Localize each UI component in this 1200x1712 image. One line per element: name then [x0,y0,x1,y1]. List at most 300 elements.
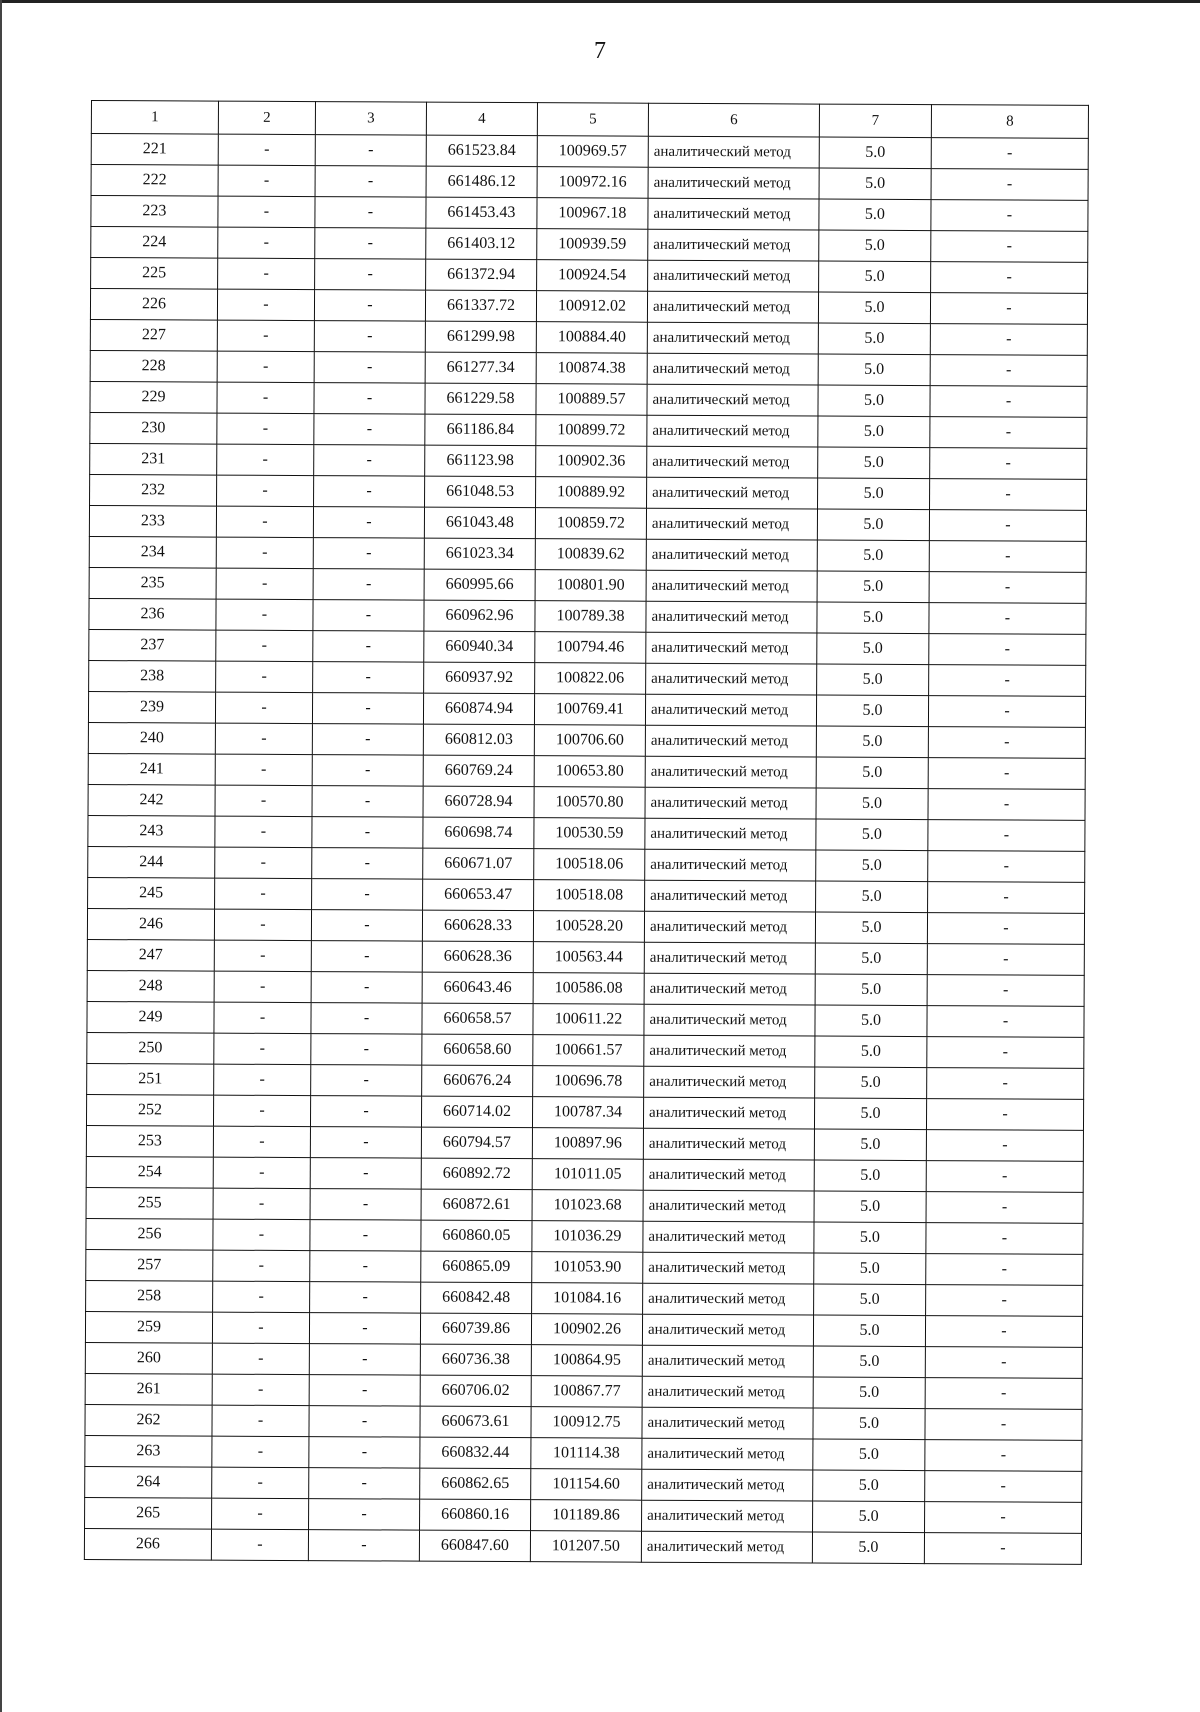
table-row [88,877,1085,913]
accuracy-cell: 5.0 [813,1377,925,1409]
y-coordinate-cell: 100518.06 [534,849,645,881]
col3-cell: - [315,197,426,229]
point-number-cell: 242 [88,784,215,816]
point-number-cell: 256 [86,1218,213,1250]
col2-cell: - [213,1188,310,1219]
method-cell: аналитический метод [642,1500,813,1532]
method-cell: аналитический метод [648,198,819,230]
point-number-cell: 265 [85,1497,212,1529]
x-coordinate-cell: 660847.60 [419,1530,530,1562]
method-cell: аналитический метод [642,1407,813,1439]
table-row [89,629,1086,665]
x-coordinate-cell: 660658.60 [422,1034,533,1066]
point-number-cell: 250 [87,1032,214,1064]
col2-cell: - [215,692,312,723]
accuracy-cell: 5.0 [819,230,931,262]
col3-cell: - [310,1220,421,1252]
y-coordinate-cell: 100822.06 [535,663,646,695]
x-coordinate-cell: 661337.72 [425,290,536,322]
accuracy-cell: 5.0 [816,850,928,882]
col3-cell: - [309,1313,420,1345]
col2-cell: - [213,1250,310,1281]
method-cell: аналитический метод [646,570,817,602]
table-row [86,1218,1083,1254]
y-coordinate-cell: 101084.16 [532,1283,643,1315]
method-cell: аналитический метод [645,694,816,726]
accuracy-cell: 5.0 [813,1439,925,1471]
point-number-cell: 263 [85,1435,212,1467]
col3-cell: - [315,259,426,291]
col8-cell: - [925,1316,1082,1348]
point-number-cell: 240 [88,722,215,754]
y-coordinate-cell: 100611.22 [533,1004,644,1036]
col8-cell: - [929,634,1086,666]
col2-cell: - [212,1312,309,1343]
point-number-cell: 230 [90,412,217,444]
y-coordinate-cell: 100867.77 [531,1376,642,1408]
method-cell: аналитический метод [643,1283,814,1315]
col2-cell: - [216,661,313,692]
col8-cell: - [930,417,1087,449]
point-number-cell: 238 [89,660,216,692]
col2-cell: - [216,506,313,537]
x-coordinate-cell: 660628.33 [422,910,533,942]
col2-cell: - [213,1095,310,1126]
x-coordinate-cell: 660653.47 [423,879,534,911]
col8-cell: - [926,1192,1083,1224]
x-coordinate-cell: 660995.66 [424,569,535,601]
col8-cell: - [928,789,1085,821]
point-number-cell: 245 [88,877,215,909]
col3-cell: - [314,383,425,415]
x-coordinate-cell: 661023.34 [424,538,535,570]
col8-cell: - [928,696,1085,728]
table-row [86,1280,1083,1316]
col2-cell: - [212,1343,309,1374]
accuracy-cell: 5.0 [815,974,927,1006]
y-coordinate-cell: 100889.57 [536,384,647,416]
column-header: 2 [218,101,315,134]
col2-cell: - [213,1281,310,1312]
point-number-cell: 223 [91,196,218,228]
y-coordinate-cell: 100696.78 [533,1066,644,1098]
table-row [84,1528,1081,1564]
accuracy-cell: 5.0 [814,1191,926,1223]
accuracy-cell: 5.0 [819,261,931,293]
y-coordinate-cell: 101036.29 [532,1221,643,1253]
y-coordinate-cell: 100902.26 [531,1314,642,1346]
point-number-cell: 226 [90,289,217,321]
point-number-cell: 241 [88,753,215,785]
y-coordinate-cell: 100789.38 [535,601,646,633]
y-coordinate-cell: 100969.57 [537,136,648,168]
y-coordinate-cell: 100967.18 [537,198,648,230]
col2-cell: - [214,971,311,1002]
col8-cell: - [931,169,1088,201]
col2-cell: - [212,1436,309,1467]
y-coordinate-cell: 100518.08 [534,880,645,912]
table-row [91,165,1088,201]
y-coordinate-cell: 101023.68 [532,1190,643,1222]
table-row [88,722,1085,758]
method-cell: аналитический метод [645,756,816,788]
y-coordinate-cell: 100661.57 [533,1035,644,1067]
column-header: 6 [648,103,819,137]
point-number-cell: 255 [86,1187,213,1219]
col3-cell: - [310,1189,421,1221]
col8-cell: - [927,1068,1084,1100]
col2-cell: - [214,940,311,971]
method-cell: аналитический метод [642,1469,813,1501]
col8-cell: - [926,1254,1083,1286]
column-header: 4 [426,102,537,136]
accuracy-cell: 5.0 [819,199,931,231]
accuracy-cell: 5.0 [819,168,931,200]
table-row [87,1001,1084,1037]
table-row [86,1187,1083,1223]
col8-cell: - [925,1378,1082,1410]
accuracy-cell: 5.0 [813,1315,925,1347]
method-cell: аналитический метод [647,291,818,323]
col3-cell: - [312,755,423,787]
y-coordinate-cell: 100653.80 [534,756,645,788]
accuracy-cell: 5.0 [813,1346,925,1378]
point-number-cell: 266 [84,1528,211,1560]
point-number-cell: 237 [89,629,216,661]
y-coordinate-cell: 100801.90 [535,570,646,602]
x-coordinate-cell: 661403.12 [426,228,537,260]
table-row [85,1311,1082,1347]
x-coordinate-cell: 660676.24 [422,1065,533,1097]
point-number-cell: 251 [87,1063,214,1095]
x-coordinate-cell: 660698.74 [423,817,534,849]
table-row [88,815,1085,851]
col8-cell: - [929,541,1086,573]
y-coordinate-cell: 100859.72 [535,508,646,540]
col3-cell: - [314,352,425,384]
accuracy-cell: 5.0 [817,571,929,603]
col2-cell: - [217,382,314,413]
x-coordinate-cell: 660862.65 [420,1468,531,1500]
accuracy-cell: 5.0 [818,478,930,510]
col2-cell: - [214,909,311,940]
col2-cell: - [216,568,313,599]
x-coordinate-cell: 660714.02 [421,1096,532,1128]
table-header-row [91,101,1088,139]
method-cell: аналитический метод [646,601,817,633]
x-coordinate-cell: 660892.72 [421,1158,532,1190]
col8-cell: - [927,944,1084,976]
table-row [89,567,1086,603]
method-cell: аналитический метод [645,849,816,881]
col3-cell: - [309,1406,420,1438]
col2-cell: - [217,413,314,444]
table-row [90,381,1087,417]
col8-cell: - [931,231,1088,263]
col8-cell: - [930,293,1087,325]
table-row [90,474,1087,510]
y-coordinate-cell: 101189.86 [531,1500,642,1532]
col3-cell: - [312,786,423,818]
point-number-cell: 252 [86,1094,213,1126]
point-number-cell: 235 [89,567,216,599]
col8-cell: - [927,975,1084,1007]
y-coordinate-cell: 101011.05 [532,1159,643,1191]
col2-cell: - [217,475,314,506]
col3-cell: - [309,1375,420,1407]
col8-cell: - [931,138,1088,170]
col8-cell: - [925,1409,1082,1441]
method-cell: аналитический метод [648,167,819,199]
scan-left-border [0,0,2,1712]
table-row [88,846,1085,882]
method-cell: аналитический метод [646,539,817,571]
x-coordinate-cell: 660671.07 [423,848,534,880]
col8-cell: - [929,572,1086,604]
col2-cell: - [215,847,312,878]
col8-cell: - [926,1099,1083,1131]
table-row [89,536,1086,572]
point-number-cell: 231 [90,443,217,475]
col8-cell: - [926,1130,1083,1162]
accuracy-cell: 5.0 [817,602,929,634]
table-body [84,101,1088,1565]
x-coordinate-cell: 661523.84 [426,135,537,167]
method-cell: аналитический метод [646,663,817,695]
col8-cell: - [925,1440,1082,1472]
x-coordinate-cell: 661186.84 [425,414,536,446]
method-cell: аналитический метод [643,1097,814,1129]
x-coordinate-cell: 660794.57 [421,1127,532,1159]
col3-cell: - [311,1034,422,1066]
y-coordinate-cell: 100864.95 [531,1345,642,1377]
point-number-cell: 232 [90,474,217,506]
col8-cell: - [930,386,1087,418]
method-cell: аналитический метод [648,229,819,261]
col3-cell: - [310,1282,421,1314]
x-coordinate-cell: 660812.03 [423,724,534,756]
x-coordinate-cell: 660643.46 [422,972,533,1004]
point-number-cell: 247 [87,939,214,971]
col8-cell: - [926,1161,1083,1193]
method-cell: аналитический метод [647,446,818,478]
method-cell: аналитический метод [643,1190,814,1222]
col2-cell: - [212,1374,309,1405]
method-cell: аналитический метод [643,1128,814,1160]
accuracy-cell: 5.0 [818,292,930,324]
col8-cell: - [930,355,1087,387]
y-coordinate-cell: 100563.44 [533,942,644,974]
col3-cell: - [313,538,424,570]
x-coordinate-cell: 660874.94 [423,693,534,725]
col8-cell: - [926,1223,1083,1255]
col8-cell: - [931,262,1088,294]
accuracy-cell: 5.0 [818,416,930,448]
col8-cell: - [930,324,1087,356]
x-coordinate-cell: 660673.61 [420,1406,531,1438]
col3-cell: - [315,135,426,167]
col8-cell: - [928,851,1085,883]
col3-cell: - [314,445,425,477]
table-row [91,134,1088,170]
col3-cell: - [310,1096,421,1128]
column-header: 8 [931,105,1088,139]
col8-cell: - [929,665,1086,697]
col3-cell: - [315,228,426,260]
accuracy-cell: 5.0 [817,540,929,572]
table-row [87,1032,1084,1068]
col2-cell: - [218,227,315,258]
point-number-cell: 261 [85,1373,212,1405]
method-cell: аналитический метод [645,787,816,819]
y-coordinate-cell: 100530.59 [534,818,645,850]
point-number-cell: 239 [88,691,215,723]
col3-cell: - [312,817,423,849]
accuracy-cell: 5.0 [816,819,928,851]
table-row [91,258,1088,294]
col3-cell: - [310,1127,421,1159]
y-coordinate-cell: 100794.46 [535,632,646,664]
x-coordinate-cell: 661229.58 [425,383,536,415]
accuracy-cell: 5.0 [816,726,928,758]
table-row [91,196,1088,232]
col3-cell: - [312,724,423,756]
y-coordinate-cell: 100897.96 [532,1128,643,1160]
col3-cell: - [309,1468,420,1500]
accuracy-cell: 5.0 [818,385,930,417]
y-coordinate-cell: 100912.02 [536,291,647,323]
col3-cell: - [313,569,424,601]
x-coordinate-cell: 660937.92 [424,662,535,694]
accuracy-cell: 5.0 [815,1036,927,1068]
column-header: 5 [537,103,648,137]
point-number-cell: 258 [86,1280,213,1312]
col2-cell: - [218,134,315,165]
y-coordinate-cell: 100570.80 [534,787,645,819]
y-coordinate-cell: 100586.08 [533,973,644,1005]
accuracy-cell: 5.0 [814,1222,926,1254]
x-coordinate-cell: 660860.16 [420,1499,531,1531]
x-coordinate-cell: 661048.53 [425,476,536,508]
point-number-cell: 259 [85,1311,212,1343]
col2-cell: - [214,1033,311,1064]
point-number-cell: 234 [89,536,216,568]
x-coordinate-cell: 661123.98 [425,445,536,477]
page-number: 7 [594,38,606,64]
accuracy-cell: 5.0 [816,695,928,727]
point-number-cell: 246 [87,908,214,940]
col3-cell: - [308,1530,419,1562]
col3-cell: - [313,662,424,694]
x-coordinate-cell: 661043.48 [424,507,535,539]
col8-cell: - [931,200,1088,232]
col3-cell: - [311,910,422,942]
y-coordinate-cell: 100884.40 [536,322,647,354]
point-number-cell: 225 [91,258,218,290]
y-coordinate-cell: 100787.34 [532,1097,643,1129]
col2-cell: - [218,196,315,227]
table-row [88,753,1085,789]
x-coordinate-cell: 660769.24 [423,755,534,787]
column-header: 1 [91,101,218,135]
accuracy-cell: 5.0 [818,323,930,355]
col2-cell: - [212,1405,309,1436]
method-cell: аналитический метод [642,1376,813,1408]
col2-cell: - [216,537,313,568]
y-coordinate-cell: 100839.62 [535,539,646,571]
method-cell: аналитический метод [644,942,815,974]
method-cell: аналитический метод [644,1035,815,1067]
x-coordinate-cell: 660865.09 [421,1251,532,1283]
accuracy-cell: 5.0 [813,1408,925,1440]
col2-cell: - [212,1467,309,1498]
col2-cell: - [213,1219,310,1250]
x-coordinate-cell: 661453.43 [426,197,537,229]
method-cell: аналитический метод [648,260,819,292]
method-cell: аналитический метод [643,1159,814,1191]
point-number-cell: 243 [88,815,215,847]
table-row [87,908,1084,944]
col2-cell: - [213,1126,310,1157]
col2-cell: - [213,1157,310,1188]
method-cell: аналитический метод [642,1314,813,1346]
col3-cell: - [311,1003,422,1035]
y-coordinate-cell: 101114.38 [531,1438,642,1470]
col2-cell: - [215,754,312,785]
table-row [85,1497,1082,1533]
col8-cell: - [927,1037,1084,1069]
col3-cell: - [311,972,422,1004]
col3-cell: - [309,1344,420,1376]
x-coordinate-cell: 660842.48 [421,1282,532,1314]
method-cell: аналитический метод [648,136,819,168]
table-row [90,412,1087,448]
col2-cell: - [217,444,314,475]
point-number-cell: 229 [90,381,217,413]
accuracy-cell: 5.0 [815,1067,927,1099]
accuracy-cell: 5.0 [819,137,931,169]
col2-cell: - [218,165,315,196]
method-cell: аналитический метод [644,973,815,1005]
point-number-cell: 224 [91,227,218,259]
y-coordinate-cell: 100769.41 [534,694,645,726]
accuracy-cell: 5.0 [813,1501,925,1533]
y-coordinate-cell: 100528.20 [533,911,644,943]
col2-cell: - [217,320,314,351]
table-row [85,1342,1082,1378]
col3-cell: - [313,631,424,663]
x-coordinate-cell: 660739.86 [420,1313,531,1345]
col2-cell: - [216,630,313,661]
point-number-cell: 244 [88,846,215,878]
point-number-cell: 227 [90,319,217,351]
table-row [89,598,1086,634]
y-coordinate-cell: 100874.38 [536,353,647,385]
col2-cell: - [215,785,312,816]
x-coordinate-cell: 660962.96 [424,600,535,632]
col8-cell: - [925,1347,1082,1379]
col8-cell: - [928,882,1085,914]
accuracy-cell: 5.0 [817,509,929,541]
x-coordinate-cell: 660706.02 [420,1375,531,1407]
col3-cell: - [311,1065,422,1097]
accuracy-cell: 5.0 [814,1253,926,1285]
x-coordinate-cell: 660860.05 [421,1220,532,1252]
accuracy-cell: 5.0 [814,1160,926,1192]
col8-cell: - [924,1533,1081,1565]
table-row [90,289,1087,325]
col3-cell: - [314,476,425,508]
